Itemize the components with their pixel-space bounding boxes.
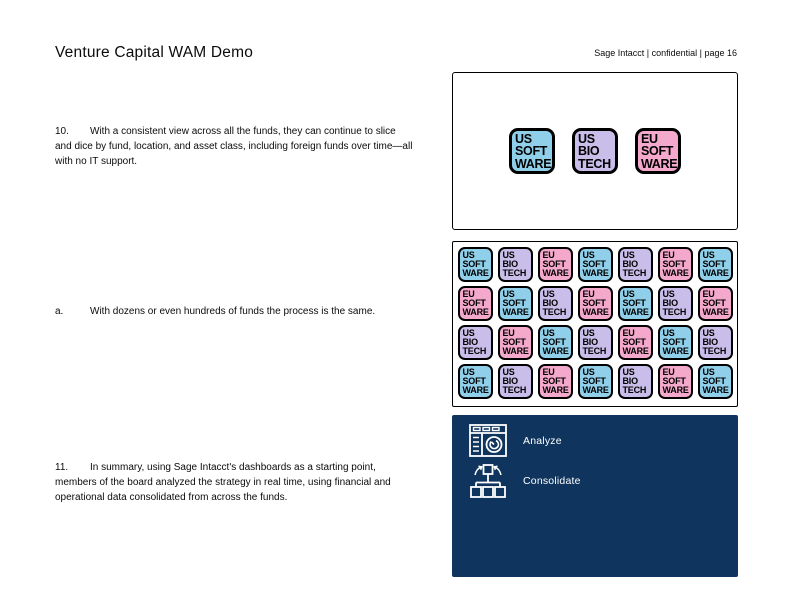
- fund-tile-label-line: US: [502, 367, 515, 377]
- fund-tile-eu-software: [635, 128, 681, 174]
- fund-tile-label-line: EU: [662, 250, 675, 260]
- fund-tile-eu-software: [578, 286, 613, 321]
- org-consolidate-icon: [468, 460, 508, 502]
- fund-tile-label-line: SOFT: [462, 298, 486, 309]
- note-number: 11.: [55, 462, 69, 473]
- fund-tile-label-line: TECH: [662, 307, 687, 318]
- fund-tile-label-line: SOFT: [462, 259, 486, 270]
- fund-tile-label-line: BIO: [702, 337, 718, 348]
- note-item-11: [55, 460, 413, 505]
- fund-tile-label-line: US: [462, 328, 475, 338]
- fund-tile-label-line: US: [702, 328, 715, 338]
- fund-tile-label-line: WARE: [542, 385, 569, 396]
- fund-tile-label-line: US: [502, 289, 515, 299]
- fund-tile-label-line: US: [582, 367, 595, 377]
- note-number: 10.: [55, 126, 69, 137]
- fund-tile-label-line: BIO: [578, 144, 600, 159]
- fund-tile-us-software: [578, 364, 613, 399]
- fund-tile-label-line: WARE: [515, 156, 552, 171]
- fund-tile-label-line: TECH: [542, 307, 567, 318]
- fund-tile-label-line: SOFT: [542, 376, 566, 387]
- fund-tile-label-line: US: [462, 250, 475, 260]
- fund-tile-label-line: WARE: [462, 268, 489, 279]
- fund-tile-us-software: [698, 247, 733, 282]
- fund-tile-label-line: SOFT: [641, 144, 674, 159]
- fund-tile-label-line: TECH: [462, 346, 487, 357]
- fund-tile-label-line: US: [542, 289, 555, 299]
- fund-tile-eu-software: [538, 247, 573, 282]
- fund-tile-label-line: US: [702, 250, 715, 260]
- summary-item-consolidate: [468, 462, 738, 500]
- fund-tile-label-line: SOFT: [662, 259, 686, 270]
- fund-tile-us-biotech: [618, 247, 653, 282]
- fund-tile-label-line: US: [662, 328, 675, 338]
- fund-tile-label-line: SOFT: [582, 259, 606, 270]
- fund-tile-label-line: BIO: [662, 298, 678, 309]
- fund-tile-label-line: WARE: [662, 346, 689, 357]
- fund-tile-label-line: US: [582, 250, 595, 260]
- fund-tile-label-line: EU: [662, 367, 675, 377]
- fund-tile-label-line: SOFT: [702, 376, 726, 387]
- fund-tile-label-line: BIO: [622, 259, 638, 270]
- fund-tile-label-line: EU: [641, 132, 658, 146]
- fund-tile-us-software: [658, 325, 693, 360]
- fund-tile-eu-software: [658, 247, 693, 282]
- fund-tile-us-biotech: [498, 247, 533, 282]
- fund-tile-label-line: US: [578, 132, 595, 146]
- fund-tile-label-line: SOFT: [702, 298, 726, 309]
- fund-tile-label-line: WARE: [662, 268, 689, 279]
- fund-tile-us-biotech: [538, 286, 573, 321]
- fund-tile-label-line: US: [622, 250, 635, 260]
- fund-tile-us-software: [498, 286, 533, 321]
- fund-tile-label-line: BIO: [622, 376, 638, 387]
- fund-tile-us-software: [618, 286, 653, 321]
- fund-tile-label-line: WARE: [462, 385, 489, 396]
- fund-tile-eu-software: [538, 364, 573, 399]
- fund-tile-label-line: WARE: [502, 307, 529, 318]
- dashboard-gauge-icon: [468, 422, 508, 460]
- fund-tile-label-line: WARE: [622, 346, 649, 357]
- note-text: In summary, using Sage Intacct's dashboards as a starting point, members of the board analyzed the strategy in real time, using financial and operational data consolidated from across the funds.: [55, 462, 391, 503]
- fund-tile-label-line: SOFT: [622, 298, 646, 309]
- fund-tile-eu-software: [498, 325, 533, 360]
- fund-tile-label-line: WARE: [641, 156, 678, 171]
- fund-tile-label-line: US: [622, 367, 635, 377]
- fund-tile-label-line: BIO: [542, 298, 558, 309]
- fund-tile-label-line: SOFT: [542, 337, 566, 348]
- fund-tile-label-line: US: [582, 328, 595, 338]
- fund-tile-label-line: TECH: [582, 346, 607, 357]
- fund-tile-label-line: WARE: [702, 268, 729, 279]
- note-number: a.: [55, 306, 64, 317]
- fund-tile-label-line: SOFT: [515, 144, 548, 159]
- fund-tile-label-line: SOFT: [462, 376, 486, 387]
- fund-tile-label-line: BIO: [502, 259, 518, 270]
- note-text: With a consistent view across all the funds, they can continue to slice and dice by fund, location, and asset class, including foreign funds over time—all with no IT support.: [55, 126, 413, 167]
- fund-tile-label-line: EU: [622, 328, 635, 338]
- fund-tile-label-line: US: [502, 250, 515, 260]
- fund-tile-label-line: BIO: [582, 337, 598, 348]
- fund-tile-us-biotech: [618, 364, 653, 399]
- fund-tile-label-line: SOFT: [502, 298, 526, 309]
- fund-tile-us-biotech: [578, 325, 613, 360]
- page-title: Venture Capital WAM Demo: [55, 44, 254, 61]
- fund-tile-us-software: [458, 247, 493, 282]
- fund-tile-label-line: TECH: [502, 385, 527, 396]
- summary-label: Consolidate: [523, 475, 581, 487]
- fund-tile-label-line: SOFT: [582, 376, 606, 387]
- fund-tile-label-line: WARE: [702, 307, 729, 318]
- fund-tile-label-line: US: [702, 367, 715, 377]
- fund-tile-label-line: EU: [542, 250, 555, 260]
- note-item-10: [55, 124, 413, 169]
- note-text: With dozens or even hundreds of funds the process is the same.: [90, 306, 376, 317]
- fund-tile-eu-software: [458, 286, 493, 321]
- fund-tile-us-software: [509, 128, 555, 174]
- fund-tile-us-biotech: [658, 286, 693, 321]
- summary-item-analyze: [468, 422, 738, 460]
- fund-tile-label-line: WARE: [582, 268, 609, 279]
- fund-tile-label-line: WARE: [702, 385, 729, 396]
- fund-tile-label-line: TECH: [702, 346, 727, 357]
- fund-tile-label-line: TECH: [502, 268, 527, 279]
- fund-tile-label-line: WARE: [542, 268, 569, 279]
- fund-tile-us-biotech: [698, 325, 733, 360]
- fund-tile-eu-software: [618, 325, 653, 360]
- fund-tile-label-line: WARE: [462, 307, 489, 318]
- fund-tile-label-line: BIO: [502, 376, 518, 387]
- fund-tile-us-software: [458, 364, 493, 399]
- fund-tiles-top-panel: [452, 72, 738, 230]
- fund-tile-label-line: SOFT: [622, 337, 646, 348]
- fund-tile-label-line: SOFT: [502, 337, 526, 348]
- fund-tile-label-line: US: [622, 289, 635, 299]
- fund-tile-us-software: [698, 364, 733, 399]
- fund-tile-us-software: [538, 325, 573, 360]
- fund-grid-panel: [452, 241, 738, 407]
- fund-tile-label-line: SOFT: [662, 376, 686, 387]
- fund-tile-label-line: EU: [462, 289, 475, 299]
- fund-tile-label-line: US: [462, 367, 475, 377]
- fund-tile-label-line: SOFT: [542, 259, 566, 270]
- fund-tile-label-line: SOFT: [582, 298, 606, 309]
- fund-tile-label-line: TECH: [622, 268, 647, 279]
- fund-tile-eu-software: [658, 364, 693, 399]
- fund-tile-us-software: [578, 247, 613, 282]
- fund-tile-us-biotech: [458, 325, 493, 360]
- fund-tile-label-line: WARE: [542, 346, 569, 357]
- fund-tile-us-biotech: [572, 128, 618, 174]
- summary-label: Analyze: [523, 435, 562, 447]
- header-meta: Sage Intacct | confidential | page 16: [594, 48, 737, 58]
- fund-tile-label-line: WARE: [622, 307, 649, 318]
- fund-tile-label-line: EU: [702, 289, 715, 299]
- fund-tile-label-line: WARE: [502, 346, 529, 357]
- fund-tile-label-line: SOFT: [662, 337, 686, 348]
- fund-tile-label-line: US: [515, 132, 532, 146]
- fund-tile-us-biotech: [498, 364, 533, 399]
- fund-tile-label-line: WARE: [662, 385, 689, 396]
- fund-tile-label-line: BIO: [462, 337, 478, 348]
- fund-tile-label-line: WARE: [582, 307, 609, 318]
- fund-tile-label-line: TECH: [622, 385, 647, 396]
- fund-tile-label-line: EU: [582, 289, 595, 299]
- fund-tile-label-line: TECH: [578, 156, 611, 171]
- fund-tile-label-line: SOFT: [702, 259, 726, 270]
- fund-tile-label-line: US: [662, 289, 675, 299]
- fund-tile-label-line: EU: [542, 367, 555, 377]
- note-item-a: [55, 304, 413, 319]
- fund-tile-label-line: US: [542, 328, 555, 338]
- fund-tile-label-line: EU: [502, 328, 515, 338]
- fund-tile-label-line: WARE: [582, 385, 609, 396]
- fund-tile-eu-software: [698, 286, 733, 321]
- summary-panel: [452, 415, 738, 577]
